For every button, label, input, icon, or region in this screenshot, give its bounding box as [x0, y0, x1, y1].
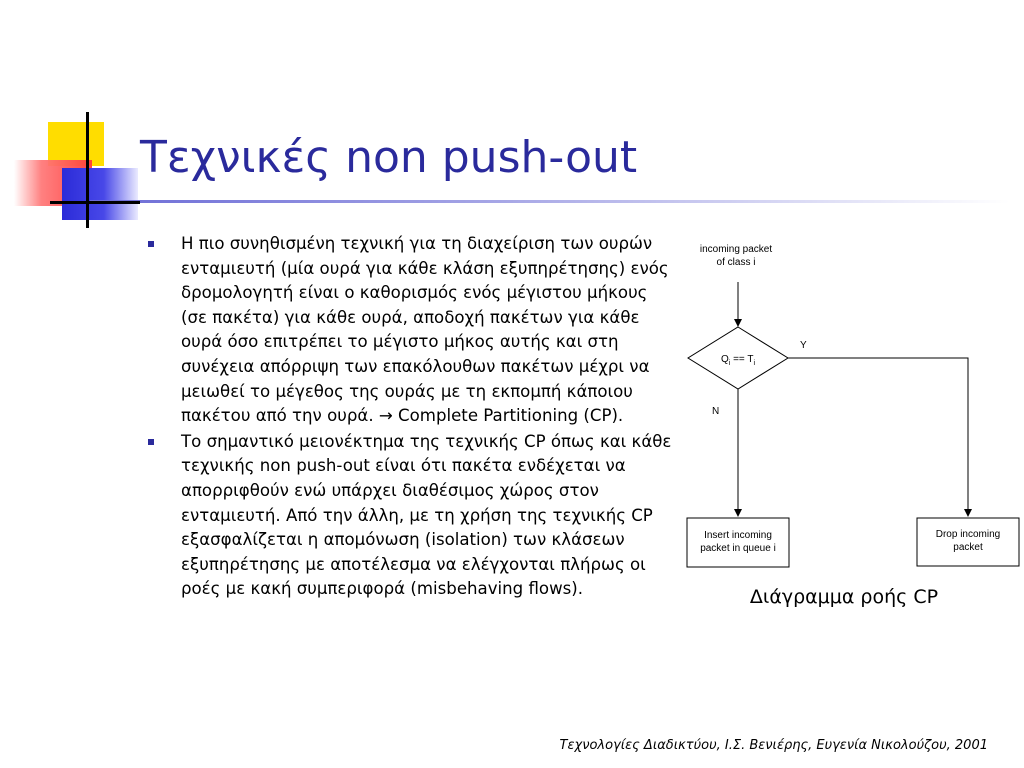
- start-label-line2: of class i: [716, 257, 756, 268]
- title-underline: [90, 200, 1010, 203]
- square-bullet-icon: [148, 241, 154, 247]
- cp-flowchart: [676, 236, 1022, 616]
- slide-footer: Τεχνολογίες Διαδικτύου, Ι.Σ. Βενιέρης, Ευγενία Νικολούζου, 2001: [559, 738, 988, 753]
- insert-label-line1: Insert incoming: [704, 530, 772, 541]
- bullet-text: Το σημαντικό μειονέκτημα της τεχνικής CP όπως και κάθε τεχνικής non push-out είναι ότι πακέτα ενδέχεται να απορριφθούν ενώ υπάρχει διαθέσιμος χώρος στον ενταμιευτή. Από την άλλη, με τη χρήση της τεχνικής CP εξασφαλίζεται η απομόνωση (isolation) των κλάσεων εξυπηρέτησης με αποτέλεσμα να ελέγχονται πλήρως οι ροές με κακή συμπεριφορά (misbehaving flows).: [181, 431, 672, 599]
- logo-horizontal-line: [50, 201, 140, 204]
- bullet-item: [148, 430, 674, 602]
- drop-label-line2: packet: [953, 542, 983, 553]
- slide-title: Τεχνικές non push-out: [140, 132, 638, 183]
- logo-vertical-line: [86, 112, 89, 228]
- arrow-decision-to-drop: [788, 358, 968, 516]
- bullet-list: [148, 232, 674, 603]
- drop-label-line1: Drop incoming: [935, 529, 1001, 540]
- decision-label: $Q_i == T_i$: [720, 354, 756, 367]
- no-label: N: [712, 406, 720, 417]
- square-bullet-icon: [148, 439, 154, 445]
- bullet-item: [148, 232, 674, 429]
- yes-label: Y: [800, 340, 807, 351]
- diagram-caption: Διάγραμμα ροής CP: [749, 586, 939, 608]
- start-label-line1: incoming packet: [699, 244, 773, 255]
- bullet-text: Η πιο συνηθισμένη τεχνική για τη διαχείριση των ουρών ενταμιευτή (μία ουρά για κάθε κλάση εξυπηρέτησης) ενός δρομολογητή είναι ο καθορισμός ενός μέγιστου μήκους (σε πακέτα) για κάθε ουρά, αποδοχή πακέτων για κάθε ουρά όσο επιτρέπει το μέγιστο μήκος αυτής και στη συνέχεια απόρριψη των επακόλουθων πακέτων μέχρι να μειωθεί το μέγεθος της ουράς με τη εκπομπή κάποιου πακέτου από την ουρά. → Complete Partitioning (CP).: [181, 234, 669, 426]
- logo-blue-square: [62, 168, 138, 220]
- insert-label-line2: packet in queue i: [700, 543, 776, 554]
